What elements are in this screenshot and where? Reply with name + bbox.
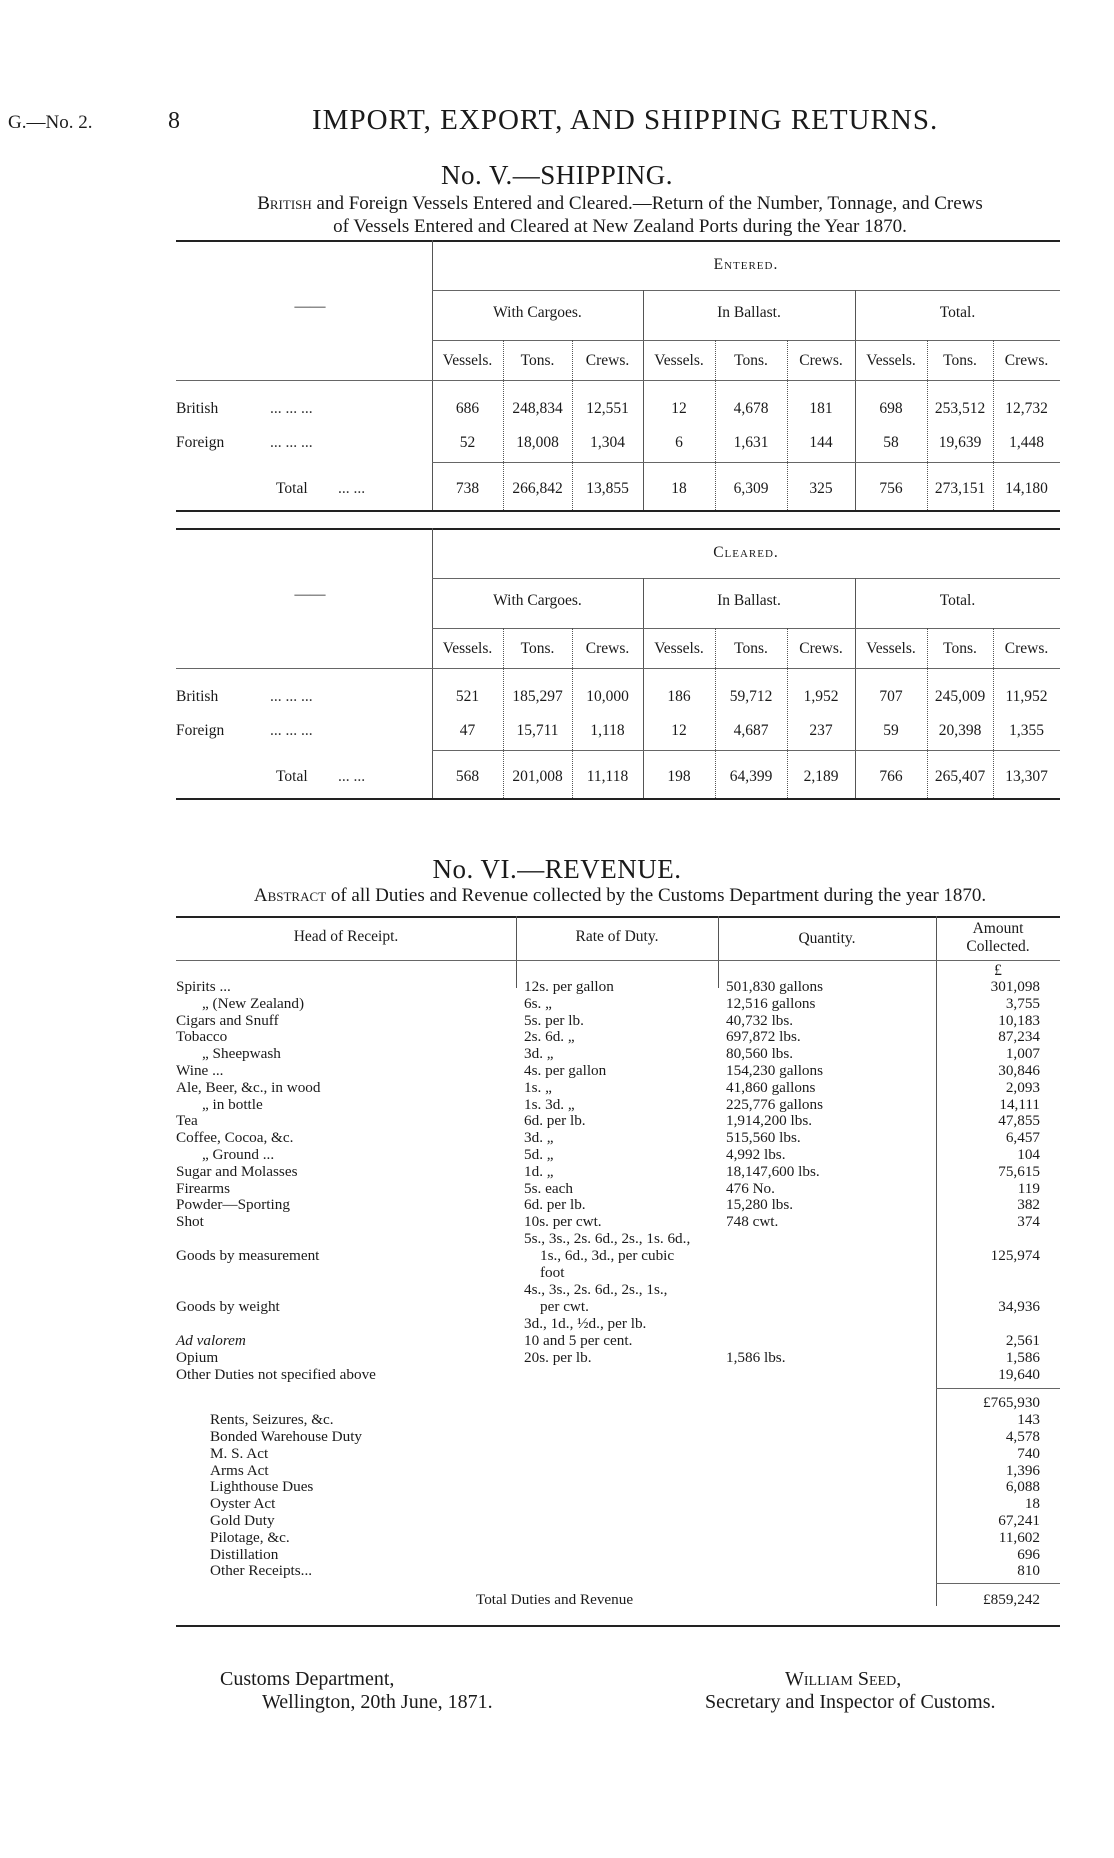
duty-rate: 6s. „ <box>524 994 552 1012</box>
rate-header: Rate of Duty. <box>575 928 659 945</box>
measure-rate-2: 1s., 6d., 3d., per cubic <box>540 1247 675 1264</box>
table-bottom-rule <box>176 510 1060 512</box>
dash: —— <box>294 298 326 315</box>
table-top-rule <box>176 240 1060 242</box>
other-receipt: Other Receipts... <box>210 1562 313 1580</box>
duty-rate: 5s. each <box>524 1179 573 1197</box>
receipt-head: Cigars and Snuff <box>176 1011 279 1029</box>
amount-header-2: Collected. <box>966 938 1030 955</box>
other-amount: 18 <box>1024 1495 1040 1513</box>
page-title: IMPORT, EXPORT, AND SHIPPING RETURNS. <box>312 104 939 136</box>
quantity: 748 cwt. <box>726 1213 779 1231</box>
data-cell: 248,834 <box>512 400 563 417</box>
subtitle-line-1: and Foreign Vessels Entered and Cleared.—Return of the Number, Tonnage, and Crews <box>316 193 983 214</box>
duty-rate: 5s. per lb. <box>524 1011 584 1029</box>
other-receipt: Bonded Warehouse Duty <box>210 1428 363 1445</box>
duty-rate: 1s. 3d. „ <box>524 1095 575 1113</box>
footer-department: Customs Department, <box>220 1668 395 1690</box>
col-header: Tons. <box>734 352 768 369</box>
data-cell: 2,189 <box>803 768 839 785</box>
col-header: Vessels. <box>866 352 916 369</box>
col-header: Tons. <box>734 640 768 657</box>
other-amount: 810 <box>1017 1562 1040 1580</box>
col-header: Vessels. <box>654 640 704 657</box>
quantity: 225,776 gallons <box>726 1095 824 1113</box>
data-cell: 766 <box>879 768 903 785</box>
col-rule <box>432 628 1060 629</box>
rev-divider-1 <box>516 916 517 988</box>
amount: 3,755 <box>1005 994 1040 1012</box>
data-cell: 186 <box>667 688 691 705</box>
group-2: Total. <box>939 304 976 321</box>
other-amount: 740 <box>1017 1444 1040 1462</box>
quantity: 15,280 lbs. <box>726 1196 794 1214</box>
data-cell: 707 <box>879 688 903 705</box>
measure-amount: 125,974 <box>990 1247 1040 1264</box>
data-cell: 11,952 <box>1005 688 1048 705</box>
other-receipt: Distillation <box>210 1545 279 1563</box>
shipping-subtitle <box>170 192 1070 238</box>
other-amount: 1,396 <box>1005 1461 1040 1479</box>
label-divider <box>432 528 433 798</box>
measure-rate-3: foot <box>540 1264 565 1281</box>
amount: 301,098 <box>990 978 1040 995</box>
group-rule <box>432 578 1060 579</box>
total-label: Total Duties and Revenue <box>476 1591 634 1609</box>
data-cell: 4,687 <box>733 722 769 739</box>
other-amount: 143 <box>1017 1411 1040 1429</box>
data-cell: 15,711 <box>516 722 559 739</box>
data-cell: 19,639 <box>938 434 982 451</box>
amount: 119 <box>1017 1179 1040 1197</box>
amount: 30,846 <box>998 1062 1040 1079</box>
col-header: Crews. <box>585 640 630 657</box>
col-header: Crews. <box>1004 640 1049 657</box>
quantity: 41,860 gallons <box>726 1078 816 1096</box>
data-cell: 12 <box>671 722 687 739</box>
amount: 14,111 <box>999 1095 1040 1113</box>
duty-rate: 5d. „ <box>524 1146 554 1163</box>
receipt-head: Firearms <box>176 1179 230 1197</box>
grand-total: £859,242 <box>983 1591 1040 1609</box>
data-cell: 59,712 <box>729 688 773 705</box>
row-label: British <box>176 400 219 417</box>
revenue-title: No. VI.—REVENUE. <box>432 854 682 884</box>
other-amount: 6,088 <box>1005 1478 1040 1496</box>
quantity: 40,732 lbs. <box>726 1011 794 1029</box>
other-receipt: Arms Act <box>210 1461 269 1479</box>
receipt-head: Coffee, Cocoa, &c. <box>176 1129 294 1147</box>
data-cell: 10,000 <box>586 688 629 705</box>
data-cell: 4,678 <box>733 400 769 417</box>
data-cell: 756 <box>879 480 903 497</box>
section-label: Cleared. <box>713 544 779 561</box>
amount: 19,640 <box>998 1365 1040 1383</box>
col-header: Vessels. <box>654 352 704 369</box>
total-rule <box>432 750 1060 751</box>
data-cell: 201,008 <box>512 768 563 785</box>
data-cell: 245,009 <box>934 688 986 705</box>
duty-rate: 1s. „ <box>524 1078 552 1096</box>
quantity: 1,586 lbs. <box>726 1348 786 1366</box>
data-cell: 12,551 <box>586 400 629 417</box>
col-header: Vessels. <box>442 640 493 657</box>
duty-rate: 3d. „ <box>524 1129 554 1147</box>
subtitle-line-2: of Vessels Entered and Cleared at New Zealand Ports during the Year 1870. <box>333 216 907 237</box>
duty-rate: 10 and 5 per cent. <box>524 1332 633 1349</box>
amount: 6,457 <box>1005 1129 1040 1147</box>
data-cell: 686 <box>455 400 480 417</box>
receipt-head: Wine ... <box>176 1062 224 1079</box>
footer-position: Secretary and Inspector of Customs. <box>705 1691 996 1713</box>
amount: 2,093 <box>1005 1078 1040 1096</box>
row-label: British <box>176 688 219 705</box>
amount: 87,234 <box>998 1028 1040 1046</box>
receipt-head: „ Ground ... <box>202 1146 275 1163</box>
quantity: 154,230 gallons <box>726 1062 824 1079</box>
col-header: Tons. <box>520 640 555 657</box>
col-header: Vessels. <box>442 352 493 369</box>
group-rule <box>432 290 1060 291</box>
row-label: Total <box>276 480 308 497</box>
weight-rate-2: per cwt. <box>540 1298 589 1315</box>
subtotal: £765,930 <box>983 1394 1040 1412</box>
other-receipt: Rents, Seizures, &c. <box>210 1411 334 1429</box>
duty-rate: 20s. per lb. <box>524 1348 592 1366</box>
data-cell: 1,952 <box>803 688 839 705</box>
col-rule <box>432 340 1060 341</box>
measure-rate-1: 5s., 3s., 2s. 6d., 2s., 1s. 6d., <box>524 1230 691 1247</box>
data-cell: 266,842 <box>512 480 563 497</box>
body-rule <box>176 380 1060 381</box>
data-cell: 698 <box>879 400 903 417</box>
data-cell: 521 <box>455 688 480 705</box>
row-label: Foreign <box>176 722 225 739</box>
table-bottom-rule <box>176 798 1060 800</box>
receipt-head: Tobacco <box>176 1028 228 1046</box>
data-cell: 58 <box>883 434 899 451</box>
document-reference: G.—No. 2. <box>8 112 93 133</box>
amount: 10,183 <box>998 1011 1040 1029</box>
section-label: Entered. <box>713 256 779 273</box>
amount: 104 <box>1017 1146 1040 1163</box>
subtotal-rule <box>936 1388 1060 1389</box>
receipt-head: Tea <box>176 1112 198 1130</box>
quantity: 697,872 lbs. <box>726 1028 801 1046</box>
revenue-subtitle-text: of all Duties and Revenue collected by the Customs Department during the year 1870. <box>330 885 987 906</box>
row-dots: ... ... <box>338 480 366 497</box>
subtitle-smallcaps: British <box>257 193 312 214</box>
other-receipt: Oyster Act <box>210 1495 276 1513</box>
rev-divider-2 <box>718 916 719 988</box>
header-rule <box>176 960 1060 961</box>
quantity: 501,830 gallons <box>726 978 824 995</box>
duty-rate: 4s. per gallon <box>524 1062 607 1079</box>
data-cell: 185,297 <box>512 688 563 705</box>
col-header: Tons. <box>943 352 977 369</box>
data-cell: 18,008 <box>516 434 559 451</box>
currency-symbol: £ <box>994 962 1002 979</box>
data-cell: 14,180 <box>1005 480 1048 497</box>
receipt-head: „ (New Zealand) <box>202 994 305 1012</box>
total-rule <box>936 1583 1060 1584</box>
other-receipt: Lighthouse Dues <box>210 1478 314 1496</box>
amount: 374 <box>1017 1213 1040 1231</box>
data-cell: 568 <box>455 768 480 785</box>
group-2: Total. <box>939 592 976 609</box>
group-1: In Ballast. <box>717 592 781 609</box>
receipt-head: „ in bottle <box>202 1095 263 1113</box>
data-cell: 59 <box>883 722 899 739</box>
weight-rate-1: 4s., 3s., 2s. 6d., 2s., 1s., <box>524 1281 668 1298</box>
duty-rate: 6d. per lb. <box>524 1196 586 1214</box>
data-cell: 18 <box>671 480 687 497</box>
amount: 75,615 <box>998 1162 1040 1180</box>
revenue-bottom-rule <box>176 1625 1060 1627</box>
amount-header-1: Amount <box>972 920 1024 937</box>
body-rule <box>176 668 1060 669</box>
dash: —— <box>294 586 326 603</box>
data-cell: 11,118 <box>586 768 629 785</box>
col-header: Tons. <box>520 352 555 369</box>
receipt-head: Opium <box>176 1348 219 1366</box>
duty-rate: 10s. per cwt. <box>524 1213 602 1231</box>
footer-date: Wellington, 20th June, 1871. <box>262 1691 493 1713</box>
receipt-head: Ad valorem <box>176 1332 246 1349</box>
row-dots: ... ... <box>338 768 366 785</box>
data-cell: 237 <box>809 722 833 739</box>
data-cell: 265,407 <box>934 768 986 785</box>
data-cell: 273,151 <box>934 480 986 497</box>
quantity: 476 No. <box>726 1179 775 1197</box>
data-cell: 1,448 <box>1009 434 1044 451</box>
data-cell: 198 <box>667 768 691 785</box>
data-cell: 6,309 <box>733 480 769 497</box>
receipt-head: Powder—Sporting <box>176 1196 290 1214</box>
quantity: 80,560 lbs. <box>726 1045 794 1063</box>
receipt-head: Ale, Beer, &c., in wood <box>176 1078 321 1096</box>
duty-rate: 1d. „ <box>524 1162 554 1180</box>
amount: 2,561 <box>1005 1332 1040 1349</box>
row-label: Foreign <box>176 434 225 451</box>
revenue-subtitle-smallcaps: Abstract <box>253 885 327 906</box>
col-header: Crews. <box>799 640 843 657</box>
footer-right <box>705 1668 995 1714</box>
duty-rate: 2s. 6d. „ <box>524 1028 575 1046</box>
row-dots: ... ... ... <box>270 400 313 417</box>
data-cell: 253,512 <box>934 400 986 417</box>
data-cell: 64,399 <box>729 768 773 785</box>
data-cell: 1,304 <box>590 434 625 451</box>
amount: 1,586 <box>1005 1348 1040 1366</box>
receipt-head: Spirits ... <box>176 978 231 995</box>
col-header: Crews. <box>1004 352 1049 369</box>
duty-rate: 6d. per lb. <box>524 1112 586 1130</box>
row-dots: ... ... ... <box>270 434 313 451</box>
receipt-head: Sugar and Molasses <box>176 1162 298 1180</box>
total-rule <box>432 462 1060 463</box>
data-cell: 1,355 <box>1009 722 1044 739</box>
group-1: In Ballast. <box>717 304 781 321</box>
receipt-head: Shot <box>176 1213 204 1231</box>
col-header: Vessels. <box>866 640 916 657</box>
group-0: With Cargoes. <box>493 592 582 609</box>
receipt-head: Other Duties not specified above <box>176 1365 376 1383</box>
row-dots: ... ... ... <box>270 688 313 705</box>
amount: 382 <box>1017 1196 1040 1214</box>
other-amount: 67,241 <box>998 1512 1040 1529</box>
revenue-subtitle <box>170 884 1070 907</box>
data-cell: 1,631 <box>733 434 769 451</box>
duty-rate: 3d. „ <box>524 1045 554 1063</box>
other-receipt: M. S. Act <box>210 1444 269 1462</box>
amount: 1,007 <box>1005 1045 1040 1063</box>
other-receipt: Gold Duty <box>210 1512 275 1529</box>
data-cell: 52 <box>459 434 476 451</box>
weight-rate-3: 3d., 1d., ½d., per lb. <box>524 1315 647 1332</box>
table-top-rule <box>176 528 1060 530</box>
data-cell: 13,307 <box>1005 768 1048 785</box>
row-dots: ... ... ... <box>270 722 313 739</box>
amount: 47,855 <box>998 1112 1040 1130</box>
col-header: Crews. <box>585 352 630 369</box>
other-receipt: Pilotage, &c. <box>210 1528 290 1546</box>
group-0: With Cargoes. <box>493 304 582 321</box>
other-amount: 4,578 <box>1005 1428 1040 1445</box>
row-label: Total <box>276 768 308 785</box>
quantity: 18,147,600 lbs. <box>726 1162 820 1180</box>
data-cell: 47 <box>459 722 476 739</box>
head-header: Head of Receipt. <box>293 928 399 945</box>
shipping-title: No. V.—SHIPPING. <box>440 160 674 190</box>
page-number: 8 <box>168 108 180 134</box>
other-amount: 696 <box>1017 1545 1040 1563</box>
quantity: 515,560 lbs. <box>726 1129 801 1147</box>
data-cell: 144 <box>809 434 833 451</box>
revenue-top-rule <box>176 916 1060 918</box>
rev-divider-3 <box>936 916 937 1606</box>
duty-rate: 12s. per gallon <box>524 978 614 995</box>
measure-head: Goods by measurement <box>176 1247 320 1264</box>
weight-amount: 34,936 <box>998 1298 1040 1315</box>
data-cell: 1,118 <box>590 722 625 739</box>
data-cell: 12,732 <box>1005 400 1048 417</box>
data-cell: 181 <box>809 400 833 417</box>
col-header: Crews. <box>799 352 843 369</box>
data-cell: 20,398 <box>938 722 982 739</box>
col-header: Tons. <box>943 640 977 657</box>
quantity: 1,914,200 lbs. <box>726 1112 813 1130</box>
data-cell: 6 <box>675 434 683 451</box>
other-amount: 11,602 <box>998 1528 1040 1546</box>
receipt-head: „ Sheepwash <box>202 1045 281 1063</box>
data-cell: 13,855 <box>586 480 629 497</box>
quantity: 12,516 gallons <box>726 994 816 1012</box>
quantity: 4,992 lbs. <box>726 1146 786 1163</box>
weight-head: Goods by weight <box>176 1298 280 1315</box>
footer-signature: William Seed, <box>785 1668 902 1690</box>
data-cell: 12 <box>671 400 687 417</box>
data-cell: 738 <box>455 480 480 497</box>
footer-left <box>220 1668 493 1714</box>
qty-header: Quantity. <box>798 930 856 947</box>
data-cell: 325 <box>809 480 833 497</box>
label-divider <box>432 240 433 510</box>
